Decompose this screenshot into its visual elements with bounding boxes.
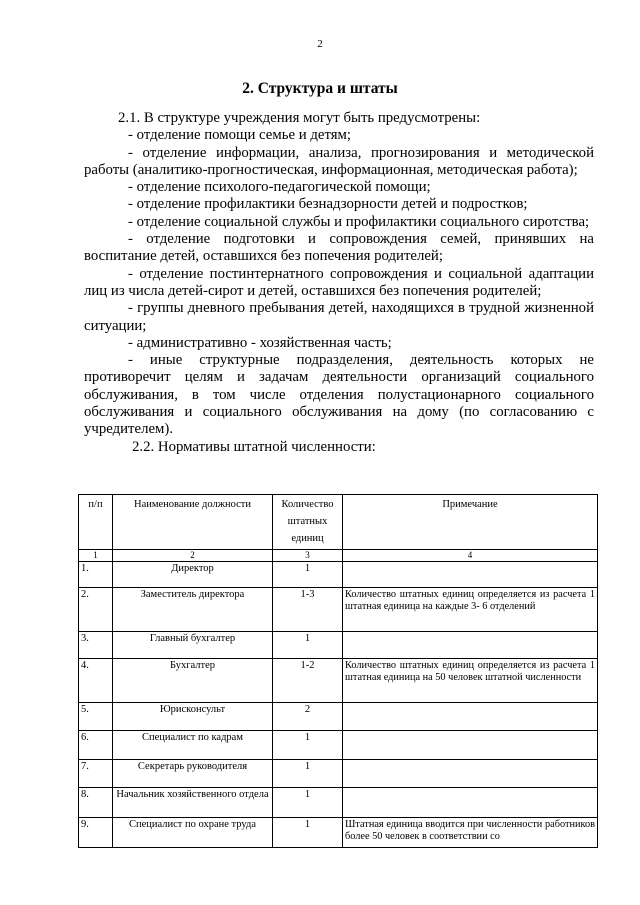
row-quantity: 1 [273, 818, 343, 848]
table-row [79, 562, 598, 588]
row-note [343, 703, 598, 731]
section-body [84, 110, 594, 456]
row-quantity: 1-2 [273, 659, 343, 703]
row-num: 5. [79, 703, 113, 731]
header-note: Примечание [343, 495, 598, 550]
list-item: - отделение помощи семье и детям; [128, 127, 352, 144]
header-position: Наименование должности [113, 495, 273, 550]
row-quantity: 1 [273, 562, 343, 588]
list-item: - отделение профилактики безнадзорности детей и подростков; [128, 196, 528, 213]
row-quantity: 1 [273, 731, 343, 760]
row-quantity: 2 [273, 703, 343, 731]
row-num: 4. [79, 659, 113, 703]
table-index-row [79, 550, 598, 562]
row-quantity: 1-3 [273, 588, 343, 632]
row-note [343, 788, 598, 818]
list-item: - иные структурные подразделения, деятельность которых не противоречит целям и задачам деятельности организаций социального обслуживания, в том числе отделения полустационарного социального обслуживания и социального обслуживания на дому (по согласованию с учредителем). [84, 352, 594, 438]
index-cell: 4 [343, 550, 598, 562]
table-row [79, 588, 598, 632]
row-quantity: 1 [273, 632, 343, 659]
row-position: Специалист по охране труда [113, 818, 273, 848]
row-position: Бухгалтер [113, 659, 273, 703]
table-header-row [79, 495, 598, 550]
row-position: Секретарь руководителя [113, 760, 273, 788]
table-row [79, 659, 598, 703]
table-row [79, 760, 598, 788]
row-num: 3. [79, 632, 113, 659]
table-row [79, 731, 598, 760]
table-row [79, 818, 598, 848]
row-position: Юрисконсульт [113, 703, 273, 731]
row-num: 2. [79, 588, 113, 632]
index-cell: 3 [273, 550, 343, 562]
row-note [343, 632, 598, 659]
row-position: Директор [113, 562, 273, 588]
row-num: 9. [79, 818, 113, 848]
index-cell: 2 [113, 550, 273, 562]
row-note: Штатная единица вводится при численности работников более 50 человек в соответствии со [343, 818, 598, 848]
row-quantity: 1 [273, 788, 343, 818]
list-item: - отделение социальной службы и профилактики социального сиротства; [128, 213, 590, 230]
list-item: - отделение психолого-педагогической помощи; [128, 179, 431, 196]
intro-paragraph: 2.1. В структуре учреждения могут быть предусмотрены: [118, 110, 481, 126]
list-item: - отделение подготовки и сопровождения семей, принявших на воспитание детей, оставшихся без попечения родителей; [84, 231, 594, 265]
table-row [79, 703, 598, 731]
row-note: Количество штатных единиц определяется из расчета 1 штатная единица на каждые 3- 6 отделений [343, 588, 598, 632]
row-position: Главный бухгалтер [113, 632, 273, 659]
index-cell: 1 [79, 550, 113, 562]
staff-norms-table [78, 494, 598, 848]
row-position: Заместитель директора [113, 588, 273, 632]
row-num: 7. [79, 760, 113, 788]
list-item: - административно - хозяйственная часть; [128, 334, 392, 351]
row-note [343, 562, 598, 588]
row-position: Специалист по кадрам [113, 731, 273, 760]
row-num: 1. [79, 562, 113, 588]
row-note: Количество штатных единиц определяется из расчета 1 штатная единица на 50 человек штатной численности [343, 659, 598, 703]
row-position: Начальник хозяйственного отдела [113, 788, 273, 818]
table-title: 2.2. Нормативы штатной численности: [132, 438, 376, 455]
header-num: п/п [79, 495, 113, 550]
row-quantity: 1 [273, 760, 343, 788]
row-note [343, 731, 598, 760]
table-row [79, 788, 598, 818]
row-num: 8. [79, 788, 113, 818]
row-num: 6. [79, 731, 113, 760]
page-number: 2 [317, 38, 323, 50]
list-item: - группы дневного пребывания детей, находящихся в трудной жизненной ситуации; [84, 300, 594, 334]
list-item: - отделение информации, анализа, прогнозирования и методической работы (аналитико-прогностическая, информационная, методическая работа); [84, 144, 594, 178]
section-heading: 2. Структура и штаты [242, 80, 398, 97]
list-item: - отделение постинтернатного сопровождения и социальной адаптации лиц из числа детей-сирот и детей, оставшихся без попечения родителей; [84, 265, 594, 299]
table-row [79, 632, 598, 659]
header-quantity: Количество штатных единиц [273, 495, 343, 550]
row-note [343, 760, 598, 788]
